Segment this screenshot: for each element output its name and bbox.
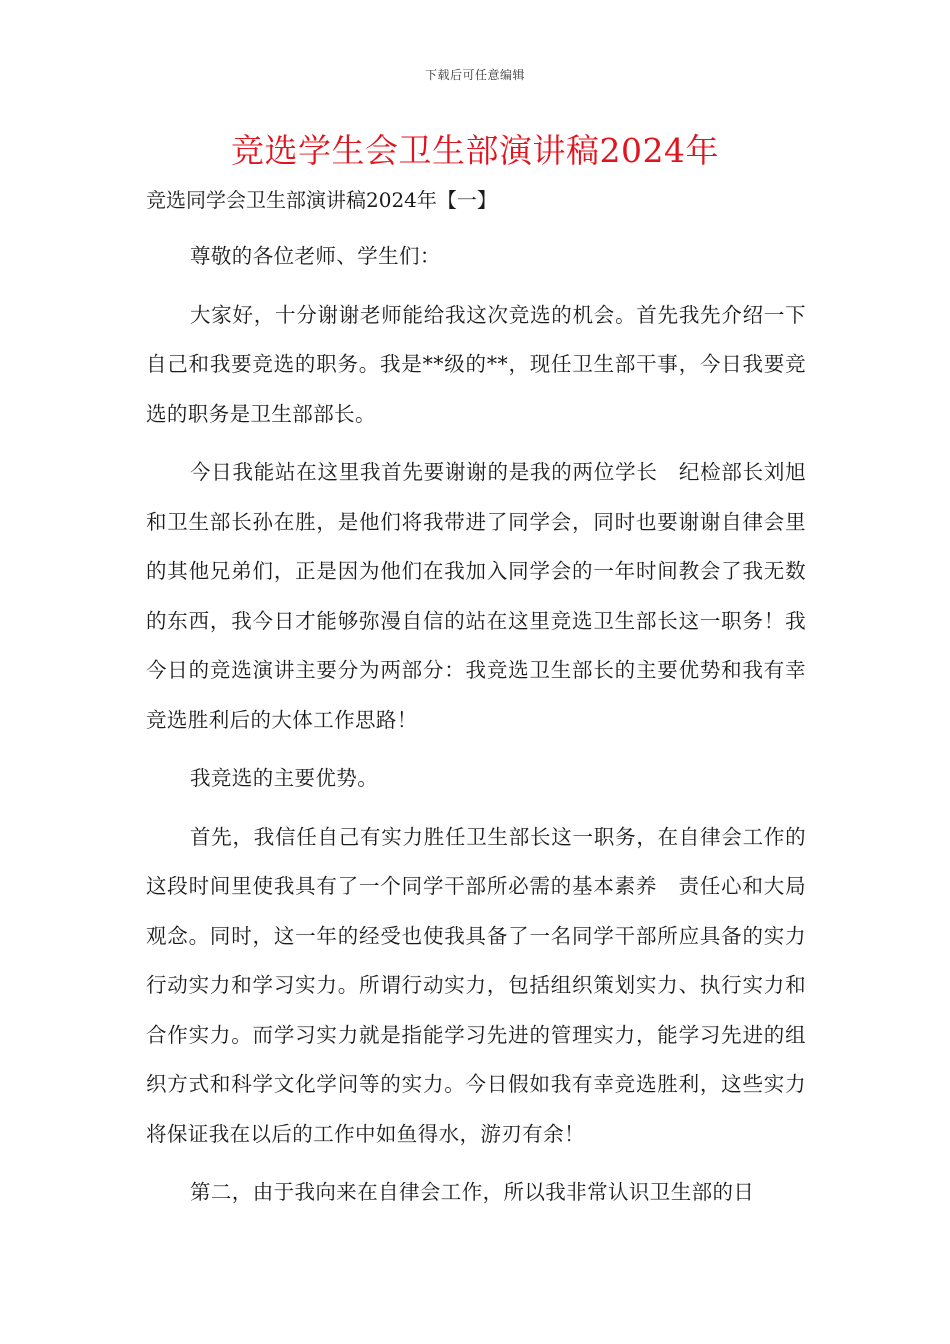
document-title: 竞选学生会卫生部演讲稿2024年 (231, 131, 719, 170)
paragraph-advantages-heading: 我竞选的主要优势。 (190, 766, 379, 790)
document-body (146, 232, 827, 1227)
paragraph-second-point: 第二，由于我向来在自律会工作，所以我非常认识卫生部的日 (190, 1180, 755, 1204)
paragraph-greeting: 尊敬的各位老师、学生们： (190, 244, 441, 268)
paragraph-introduction: 大家好，十分谢谢老师能给我这次竞选的机会。首先我先介绍一下自己和我要竞选的职务。我是**级的**，现任卫生部干事，今日我要竞选的职务是卫生部部长。 (146, 302, 806, 426)
section-heading: 竞选同学会卫生部演讲稿2024年【一】 (146, 188, 497, 212)
paragraph-first-point: 首先，我信任自己有实力胜任卫生部长这一职务，在自律会工作的这段时间里使我具有了一个同学干部所必需的基本素养 责任心和大局观念。同时，这一年的经受也使我具备了一名同学干部所应具备的实力 行动实力和学习实力。所谓行动实力，包括组织策划实力、执行实力和合作实力。而学习实力就是指能学习先进的管理实力，能学习先进的组织方式和科学文化学问等的实力。今日假如我有幸竞选胜利，这些实力将保证我在以后的工作中如鱼得水，游刃有余！ (146, 824, 827, 1146)
paragraph-thanks: 今日我能站在这里我首先要谢谢的是我的两位学长 纪检部长刘旭和卫生部长孙在胜，是他们将我带进了同学会，同时也要谢谢自律会里的其他兄弟们，正是因为他们在我加入同学会的一年时间教会了我无数的东西，我今日才能够弥漫自信的站在这里竞选卫生部长这一职务！我今日的竞选演讲主要分为两部分：我竞选卫生部长的主要优势和我有幸竞选胜利后的大体工作思路！ (146, 460, 806, 732)
header-note: 下载后可任意编辑 (424, 68, 525, 82)
